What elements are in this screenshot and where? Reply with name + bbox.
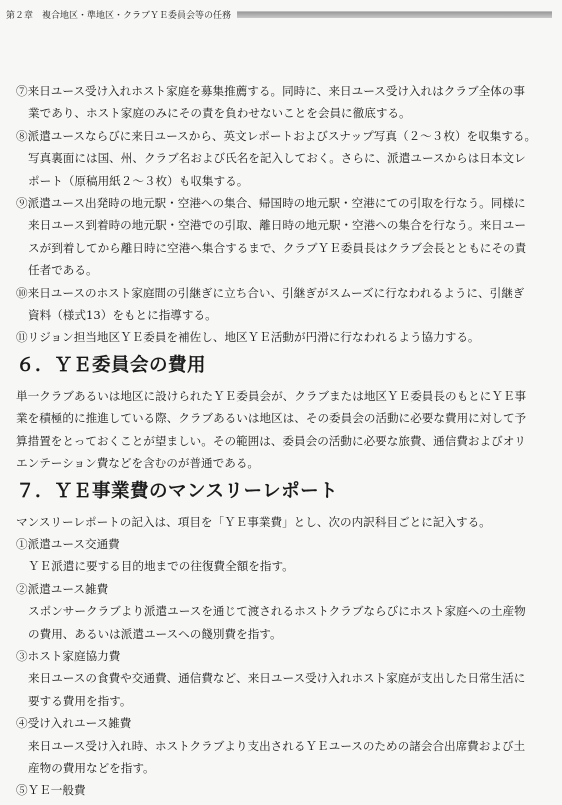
chapter-title: 第２章 複合地区・準地区・クラブＹＥ委員会等の任務 [6, 10, 232, 21]
paragraph-line: エンテーション費などを含むのが普通である。 [16, 456, 260, 471]
section-6-heading: ６．ＹＥ委員会の費用 [16, 354, 207, 376]
expense-item [16, 578, 550, 645]
list-item-continuation: 資料（様式13）をもとに指導する。 [28, 308, 217, 323]
expense-item-heading: ⑤ＹＥ一般費 [16, 783, 86, 798]
expense-items [16, 533, 550, 802]
duties-list [16, 80, 550, 349]
list-item [16, 80, 550, 125]
section-7-heading: ７．ＹＥ事業費のマンスリーレポート [16, 480, 339, 502]
running-header [6, 6, 552, 22]
list-item [16, 125, 550, 192]
section-6-paragraph [16, 385, 550, 475]
list-item-continuation: スが到着してから離日時に空港へ集合するまで、クラブＹＥ委員長はクラブ会長とともにその責 [28, 240, 527, 255]
list-item-text: ⑧派遣ユースならびに来日ユースから、英文レポートおよびスナップ写真（２～３枚）を収集する。 [16, 128, 537, 143]
list-item-text: ⑩来日ユースのホスト家庭間の引継ぎに立ち合い、引継ぎがスムーズに行なわれるように、引継ぎ [16, 285, 525, 300]
list-item-continuation: ポート（原稿用紙２～３枚）も収集する。 [28, 173, 249, 188]
list-item-continuation: 業であり、ホスト家庭のみにその責を負わせないことを会員に徹底する。 [28, 106, 411, 121]
expense-item-description: 来日ユースの食費や交通費、通信費など、来日ユース受け入れホスト家庭が支出した日常生活に [28, 671, 526, 686]
expense-item-heading: ①派遣ユース交通費 [16, 536, 120, 551]
list-item [16, 192, 550, 282]
list-item-continuation: 写真裏面には国、州、クラブ名および氏名を記入しておく。さらに、派遣ユースからは日本文レ [28, 151, 526, 166]
expense-item [16, 645, 550, 712]
header-rule [237, 11, 552, 18]
page-body [16, 80, 550, 802]
paragraph-line: 業を積極的に推進している際、クラブあるいは地区は、その委員会の活動に必要な費用に対して予 [16, 411, 527, 426]
expense-item-description: の費用、あるいは派遣ユースへの餞別費を指す。 [28, 626, 282, 641]
expense-item [16, 712, 550, 779]
expense-item-description: 産物の費用などを指す。 [28, 760, 155, 775]
list-item-text: ⑦来日ユース受け入れホスト家庭を募集推薦する。同時に、来日ユース受け入れはクラブ全体の事 [16, 84, 525, 98]
expense-item-description: ＹＥ派遣に要する目的地までの往復費全額を指す。 [28, 559, 294, 574]
expense-item-heading: ②派遣ユース雑費 [16, 581, 109, 596]
section-7-intro: マンスリーレポートの記入は、項目を「ＹＥ事業費」とし、次の内訳科目ごとに記入する。 [16, 514, 491, 529]
list-item-text: ⑨派遣ユース出発時の地元駅・空港への集合、帰国時の地元駅・空港にての引取を行なう。同様に [16, 196, 526, 211]
list-item [16, 282, 550, 327]
list-item-text: ⑪リジョン担当地区ＹＥ委員を補佐し、地区ＹＥ活動が円滑に行なわれるよう協力する。 [16, 330, 480, 345]
list-item-continuation: 任者である。 [28, 263, 98, 278]
expense-item-description: スポンサークラブより派遣ユースを通じて渡されるホストクラブならびにホスト家庭への土産物 [28, 604, 526, 619]
expense-item-description: 要する費用を指す。 [28, 693, 132, 708]
expense-item [16, 533, 550, 578]
expense-item-heading: ③ホスト家庭協力費 [16, 648, 121, 663]
expense-item [16, 779, 550, 801]
expense-item-heading: ④受け入れユース雑費 [16, 716, 132, 731]
expense-item-description: 来日ユース受け入れ時、ホストクラブより支出されるＹＥユースのための諸会合出席費および土 [28, 738, 526, 753]
list-item [16, 326, 550, 348]
paragraph-line: 算措置をとっておくことが望ましい。その範囲は、委員会の活動に必要な旅費、通信費およびオリ [16, 433, 526, 448]
list-item-continuation: 来日ユース到着時の地元駅・空港での引取、離日時の地元駅・空港への集合を行なう。来日ユー [28, 218, 526, 233]
paragraph-line: 単一クラブあるいは地区に設けられたＹＥ委員会が、クラブまたは地区ＹＥ委員長のもとにＹＥ事 [16, 388, 527, 403]
